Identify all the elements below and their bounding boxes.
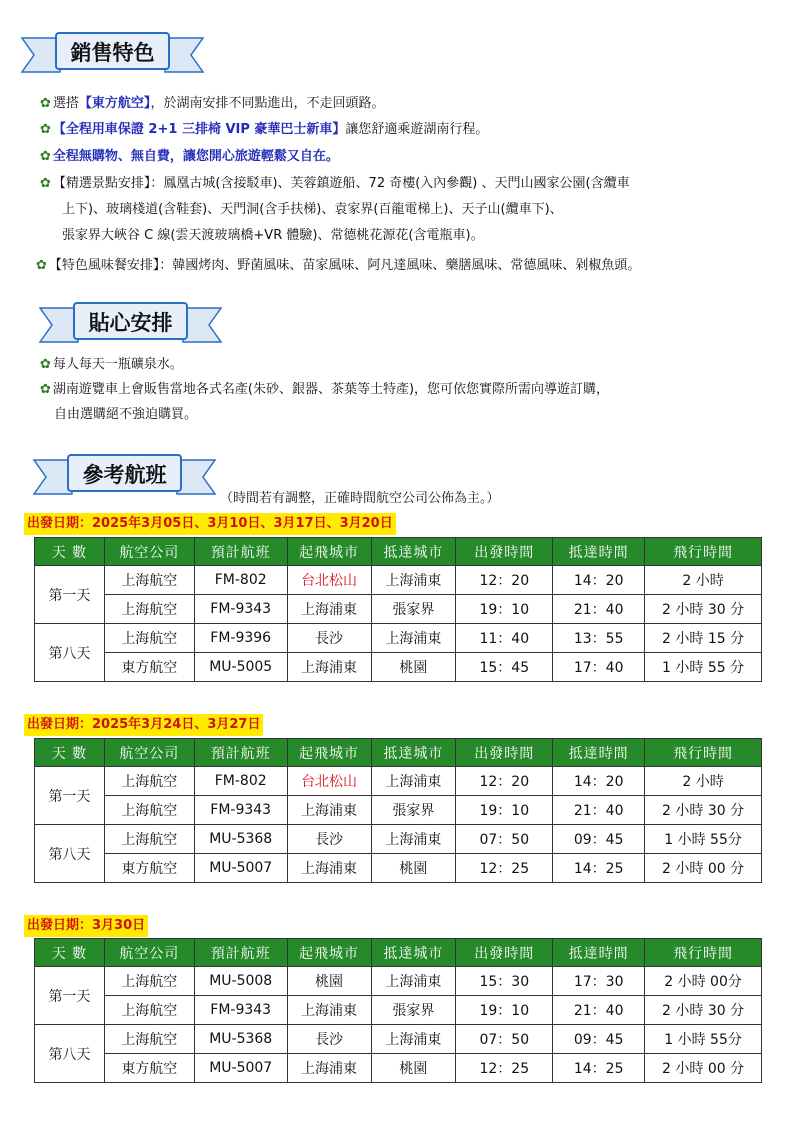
col-days: 天 數 — [35, 939, 105, 967]
col-duration: 飛行時間 — [645, 939, 762, 967]
feature-line-1: ✿ 選搭【東方航空】，於湖南安排不同點進出，不走回頭路。 — [40, 96, 385, 111]
table-header-row — [35, 939, 762, 967]
table-row — [35, 624, 762, 653]
table-cell: 12：25 — [456, 1054, 553, 1083]
feature-line-4: ✿ 【精選景點安排】：鳳凰古城(含接駁車)、芙蓉鎮遊船、72 奇樓(入內參觀) 、天門山國家公園(含纜車 — [40, 176, 630, 191]
table-cell: 17：40 — [553, 653, 645, 682]
table-row — [35, 566, 762, 595]
table-cell: 09：45 — [553, 825, 645, 854]
table-cell: 19：10 — [456, 595, 553, 624]
col-flight: 預計航班 — [194, 538, 287, 566]
table-cell: 12：25 — [456, 854, 553, 883]
col-flight: 預計航班 — [194, 739, 287, 767]
day-cell: 第八天 — [35, 825, 105, 883]
table-cell: 2 小時 00 分 — [645, 1054, 762, 1083]
table-cell: 桃園 — [371, 653, 456, 682]
table-cell: 2 小時 — [645, 767, 762, 796]
arrangement-line-3: 自由選購絕不強迫購買。 — [54, 407, 198, 422]
table-row — [35, 854, 762, 883]
table-cell: 上海浦東 — [287, 996, 371, 1025]
table-cell: 東方航空 — [104, 1054, 194, 1083]
table-cell: MU-5007 — [194, 1054, 287, 1083]
features-title: 銷售特色 — [70, 41, 155, 65]
day-cell: 第八天 — [35, 1025, 105, 1083]
table-cell: 2 小時 30 分 — [645, 595, 762, 624]
table-row — [35, 595, 762, 624]
table-cell: 09：45 — [553, 1025, 645, 1054]
table-header-row — [35, 538, 762, 566]
table-cell: 15：30 — [456, 967, 553, 996]
table-cell: 台北松山 — [287, 767, 371, 796]
table-cell: FM-9343 — [194, 796, 287, 825]
table-cell: FM-802 — [194, 566, 287, 595]
col-arrive: 抵達時間 — [553, 538, 645, 566]
table-cell: 14：25 — [553, 1054, 645, 1083]
feature-line-4c: 張家界大峽谷 C 線(雲天渡玻璃橋+VR 體驗)、常德桃花源花(含電瓶車)。 — [62, 228, 484, 243]
table-cell: 2 小時 — [645, 566, 762, 595]
arrangement-banner — [38, 300, 223, 350]
col-flight: 預計航班 — [194, 939, 287, 967]
flower-bullet-icon: ✿ — [40, 176, 51, 191]
table-cell: 07：50 — [456, 1025, 553, 1054]
table-cell: 上海航空 — [104, 595, 194, 624]
arrangement-line-2: ✿ 湖南遊覽車上會販售當地各式名產(朱砂、銀器、茶葉等土特產)，您可依您實際所需向導遊訂購， — [40, 382, 610, 397]
feature-line-2: ✿ 【全程用車保證 2+1 三排椅 VIP 豪華巴士新車】讓您舒適乘遊湖南行程。 — [40, 122, 489, 137]
flights-banner — [32, 452, 217, 502]
col-origin: 起飛城市 — [287, 939, 371, 967]
flight-note: （時間若有調整，正確時間航空公司公佈為主。） — [220, 491, 500, 506]
arrangement-line-1: ✿ 每人每天一瓶礦泉水。 — [40, 357, 183, 372]
flower-bullet-icon: ✿ — [40, 382, 51, 397]
table-cell: 19：10 — [456, 996, 553, 1025]
table-cell: 上海航空 — [104, 967, 194, 996]
col-depart: 出發時間 — [456, 538, 553, 566]
table-cell: 07：50 — [456, 825, 553, 854]
table-cell: 張家界 — [371, 796, 456, 825]
features-banner — [20, 30, 205, 80]
table-row — [35, 767, 762, 796]
flights-title: 參考航班 — [82, 463, 167, 487]
col-depart: 出發時間 — [456, 939, 553, 967]
table-cell: FM-9343 — [194, 996, 287, 1025]
table-cell: MU-5368 — [194, 825, 287, 854]
day-cell: 第一天 — [35, 566, 105, 624]
col-duration: 飛行時間 — [645, 538, 762, 566]
feature-line-3: ✿ 全程無購物、無自費，讓您開心旅遊輕鬆又自在。 — [40, 149, 339, 164]
table-cell: 上海航空 — [104, 825, 194, 854]
col-destination: 抵達城市 — [371, 939, 456, 967]
table-cell: 21：40 — [553, 595, 645, 624]
flower-bullet-icon: ✿ — [40, 122, 51, 137]
table-cell: 14：20 — [553, 566, 645, 595]
table-cell: 上海浦東 — [371, 1025, 456, 1054]
table-cell: 東方航空 — [104, 653, 194, 682]
col-origin: 起飛城市 — [287, 739, 371, 767]
table-cell: MU-5005 — [194, 653, 287, 682]
table-row — [35, 1054, 762, 1083]
table-cell: 上海航空 — [104, 1025, 194, 1054]
table-cell: 上海浦東 — [287, 1054, 371, 1083]
table-cell: MU-5008 — [194, 967, 287, 996]
table-cell: 上海浦東 — [371, 825, 456, 854]
table-cell: 上海浦東 — [287, 653, 371, 682]
feature-line-5: ✿ 【特色風味餐安排】：韓國烤肉、野菌風味、苗家風味、阿凡達風味、藥膳風味、常德風味、剁椒魚頭。 — [36, 258, 641, 273]
table-cell: 長沙 — [287, 825, 371, 854]
flight-table-1 — [34, 537, 762, 682]
table-cell: 上海浦東 — [371, 566, 456, 595]
table-cell: FM-802 — [194, 767, 287, 796]
col-arrive: 抵達時間 — [553, 939, 645, 967]
table-cell: 19：10 — [456, 796, 553, 825]
col-destination: 抵達城市 — [371, 739, 456, 767]
col-days: 天 數 — [35, 739, 105, 767]
table-cell: 14：25 — [553, 854, 645, 883]
table-cell: 上海浦東 — [371, 624, 456, 653]
col-days: 天 數 — [35, 538, 105, 566]
departure-date-2: 出發日期：2025年3月24日、3月27日 — [24, 714, 263, 736]
flight-table-2 — [34, 738, 762, 883]
table-cell: 14：20 — [553, 767, 645, 796]
table-cell: 上海航空 — [104, 624, 194, 653]
table-cell: 上海航空 — [104, 767, 194, 796]
table-cell: 上海浦東 — [287, 796, 371, 825]
table-cell: 長沙 — [287, 1025, 371, 1054]
table-cell: 桃園 — [371, 1054, 456, 1083]
table-cell: 上海航空 — [104, 796, 194, 825]
table-cell: 台北松山 — [287, 566, 371, 595]
table-cell: 上海航空 — [104, 566, 194, 595]
table-cell: 1 小時 55分 — [645, 825, 762, 854]
table-cell: 2 小時 30 分 — [645, 796, 762, 825]
table-cell: 17：30 — [553, 967, 645, 996]
table-cell: 1 小時 55 分 — [645, 653, 762, 682]
table-cell: 15：45 — [456, 653, 553, 682]
table-row — [35, 653, 762, 682]
col-depart: 出發時間 — [456, 739, 553, 767]
table-cell: 桃園 — [371, 854, 456, 883]
departure-date-1: 出發日期：2025年3月05日、3月10日、3月17日、3月20日 — [24, 513, 396, 535]
table-cell: 上海浦東 — [287, 595, 371, 624]
table-cell: FM-9343 — [194, 595, 287, 624]
table-cell: FM-9396 — [194, 624, 287, 653]
table-cell: 上海航空 — [104, 996, 194, 1025]
table-cell: 13：55 — [553, 624, 645, 653]
table-cell: 上海浦東 — [287, 854, 371, 883]
departure-date-3: 出發日期：3月30日 — [24, 915, 148, 937]
flower-bullet-icon: ✿ — [36, 258, 47, 273]
table-cell: 上海浦東 — [371, 767, 456, 796]
col-airline: 航空公司 — [104, 739, 194, 767]
table-row — [35, 825, 762, 854]
arrangement-title: 貼心安排 — [88, 311, 173, 335]
col-destination: 抵達城市 — [371, 538, 456, 566]
table-row — [35, 967, 762, 996]
table-cell: 12：20 — [456, 566, 553, 595]
table-cell: 東方航空 — [104, 854, 194, 883]
table-cell: 桃園 — [287, 967, 371, 996]
table-cell: 1 小時 55分 — [645, 1025, 762, 1054]
feature-line-4b: 上下)、玻璃棧道(含鞋套)、天門洞(含手扶梯)、袁家界(百龍電梯上)、天子山(纜車下)、 — [62, 202, 563, 217]
flower-bullet-icon: ✿ — [40, 96, 51, 111]
table-cell: 長沙 — [287, 624, 371, 653]
col-arrive: 抵達時間 — [553, 739, 645, 767]
col-airline: 航空公司 — [104, 939, 194, 967]
table-row — [35, 796, 762, 825]
flower-bullet-icon: ✿ — [40, 357, 51, 372]
table-cell: 2 小時 00分 — [645, 967, 762, 996]
day-cell: 第一天 — [35, 967, 105, 1025]
col-airline: 航空公司 — [104, 538, 194, 566]
table-cell: 張家界 — [371, 595, 456, 624]
table-cell: 上海浦東 — [371, 967, 456, 996]
table-cell: 2 小時 00 分 — [645, 854, 762, 883]
table-cell: 11：40 — [456, 624, 553, 653]
day-cell: 第一天 — [35, 767, 105, 825]
table-cell: 12：20 — [456, 767, 553, 796]
table-header-row — [35, 739, 762, 767]
table-row — [35, 1025, 762, 1054]
table-cell: 2 小時 30 分 — [645, 996, 762, 1025]
table-cell: 21：40 — [553, 996, 645, 1025]
table-cell: MU-5007 — [194, 854, 287, 883]
flight-table-3 — [34, 938, 762, 1083]
table-cell: MU-5368 — [194, 1025, 287, 1054]
table-cell: 張家界 — [371, 996, 456, 1025]
col-origin: 起飛城市 — [287, 538, 371, 566]
table-cell: 21：40 — [553, 796, 645, 825]
table-row — [35, 996, 762, 1025]
day-cell: 第八天 — [35, 624, 105, 682]
flower-bullet-icon: ✿ — [40, 149, 51, 164]
table-cell: 2 小時 15 分 — [645, 624, 762, 653]
col-duration: 飛行時間 — [645, 739, 762, 767]
